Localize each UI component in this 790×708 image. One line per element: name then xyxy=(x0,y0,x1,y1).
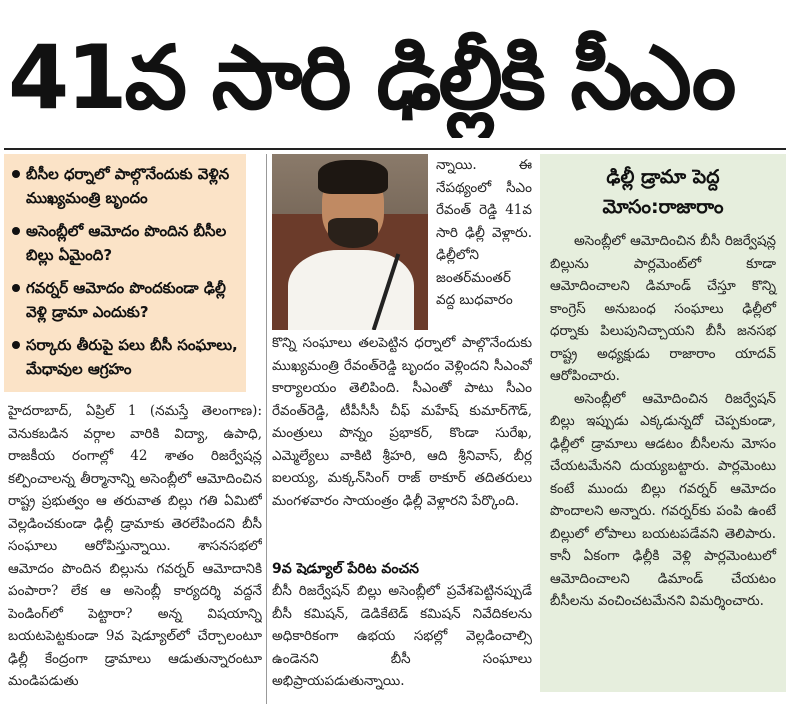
highlight-text: అసెంబ్లీలో ఆమోదం పొందిన బీసీల బిల్లు ఏమైంది? xyxy=(26,222,227,264)
sidebar-paragraph: అసెంబ్లీలో ఆమోదించిన రిజర్వేషన్ బిల్లు ఇప్పుడు ఎక్కడున్నదో చెప్పకుండా, ఢిల్లీలో డ్రామాలు ఆడటం బీసీలను మోసం చేయటమేనని దుయ్యబట్టారు. పార్లమెంటు కంటే ముందు బిల్లు గవర్నర్ ఆమోదం పొందాలని అన్నారు. గవర్నర్‌కు పంపి ఉంటే బిల్లులో లోపాలు బయటపడేవని తెలిపారు. కానీ ఏకంగా ఢిల్లీకి వెళ్లి పార్లమెంటులో ఆమోదించాలని డిమాండ్ చేయటం బీసీలను వంచించటమేనని విమర్శించారు. xyxy=(550,390,776,609)
highlight-item xyxy=(10,333,240,381)
article-column-left xyxy=(8,400,262,700)
article-column-mid xyxy=(272,332,532,562)
column-divider xyxy=(266,154,267,704)
bullet-icon xyxy=(12,170,20,178)
highlight-text: గవర్నర్ ఆమోదం పొందకుండా ఢిల్లీ వెళ్లి డ్రామా ఎందుకు? xyxy=(26,279,226,321)
sidebar-paragraph: అసెంబ్లీలో ఆమోదించిన బీసీ రిజర్వేషన్ల బిల్లును పార్లమెంట్‌లో కూడా ఆమోదించాలని డిమాండ్ చేస్తూ కొన్ని కాంగ్రెస్ అనుబంధ సంఘాలు ఢిల్లీలో ధర్నాకు పిలుపునిచ్చాయని బీసీ జనసభ రాష్ట్ర అధ్యక్షుడు రాజారాం యాదవ్ ఆరోపించారు. xyxy=(550,233,776,384)
article-column-mid-bottom xyxy=(272,580,532,704)
highlight-item xyxy=(10,219,240,267)
sidebar-body xyxy=(550,230,776,613)
article-paragraph: బీసీ రిజర్వేషన్ బిల్లు అసెంబ్లీలో ప్రవేశపెట్టినప్పుడే బీసీ కమిషన్, డెడికేటెడ్ కమిషన్ నివేదికలను అధికారికంగా ఉభయ సభల్లో వెల్లడించాల్సి ఉండెనని బీసీ సంఘాలు అభిప్రాయపడుతున్నాయి. xyxy=(272,583,532,689)
bullet-icon xyxy=(12,341,20,349)
sidebar-box xyxy=(540,154,786,692)
highlight-item xyxy=(10,162,240,210)
article-paragraph: కొన్ని సంఘాలు తలపెట్టిన ధర్నాలో పాల్గొనేందుకు ముఖ్యమంత్రి రేవంత్‌రెడ్డి బృందం వెళ్లిందని సీఎంవో కార్యాలయం తెలిపింది. సీఎంతో పాటు సీఎం రేవంత్‌రెడ్డి, టీపీసీసీ చీఫ్ మహేష్ కుమార్‌గౌడ్, మంత్రులు పొన్నం ప్రభాకర్, కొండా సురేఖ, ఎమ్మెల్యేలు వాకిటి శ్రీహరి, ఆది శ్రీనివాస్, బీర్ల ఐలయ్య, మక్కన్‌సింగ్ రాజ్ ఠాకూర్ తదితరులు మంగళవారం సాయంత్రం ఢిల్లీ వెళ్లారని పేర్కొంది. xyxy=(272,335,532,509)
beard-shape xyxy=(328,218,378,248)
bullet-icon xyxy=(12,284,20,292)
headline-rule xyxy=(4,148,786,150)
bullet-icon xyxy=(12,227,20,235)
sidebar-title: ఢిల్లీ డ్రామా పెద్ద మోసం:రాజారాం xyxy=(602,166,724,218)
highlight-text: బీసీల ధర్నాలో పాల్గొనేందుకు వెళ్లిన ముఖ్యమంత్రి బృందం xyxy=(26,165,230,207)
article-column-mid-top xyxy=(436,154,532,330)
highlight-text: సర్కారు తీరుపై పలు బీసీ సంఘాలు, మేధావుల ఆగ్రహం xyxy=(26,336,238,378)
highlight-item xyxy=(10,276,240,324)
hair-shape xyxy=(318,160,388,194)
highlights-box xyxy=(4,154,246,392)
headline: 41వ సారి ఢిల్లీకి సీఎం xyxy=(8,26,734,129)
section-subheading: 9వ షెడ్యూల్ పేరిట వంచన xyxy=(272,561,419,577)
article-paragraph: న్నాయి. ఈ నేపథ్యంలో సీఎం రేవంత్ రెడ్డి 41వ సారి ఢిల్లీ వెళ్లారు. ఢిల్లీలోని జంతర్‌మంతర్ వద్ద బుధవారం xyxy=(436,157,532,308)
article-paragraph: హైదరాబాద్, ఏప్రిల్ 1 (నమస్తే తెలంగాణ): వెనుకబడిన వర్గాల వారికి విద్యా, ఉపాధి, రాజకీయ రంగాల్లో 42 శాతం రిజర్వేషన్ల కల్పించాలన్న తీర్మానాన్ని అసెంబ్లీలో ఆమోదించిన రాష్ట్ర ప్రభుత్వం ఆ తరువాత బిల్లు గతి ఏమిటో వెల్లడించకుండా ఢిల్లీ డ్రామాకు తెరలేపిందని బీసీ సంఘాలు ఆరోపిస్తున్నాయి. శాసనసభలో ఆమోదం పొందిన బిల్లును గవర్నర్ ఆమోదానికి పంపారా? లేక ఆ అసెంబ్లీ కార్యదర్శి వద్దనే పెండింగ్‌లో పెట్టారా? అన్న విషయాన్ని బయటపెట్టకుండా 9వ షెడ్యూల్‌లో చేర్చాలంటూ ఢిల్లీ కేంద్రంగా డ్రామాలు ఆడుతున్నారంటూ మండిపడుతు xyxy=(8,403,262,689)
cm-photo xyxy=(272,154,428,330)
